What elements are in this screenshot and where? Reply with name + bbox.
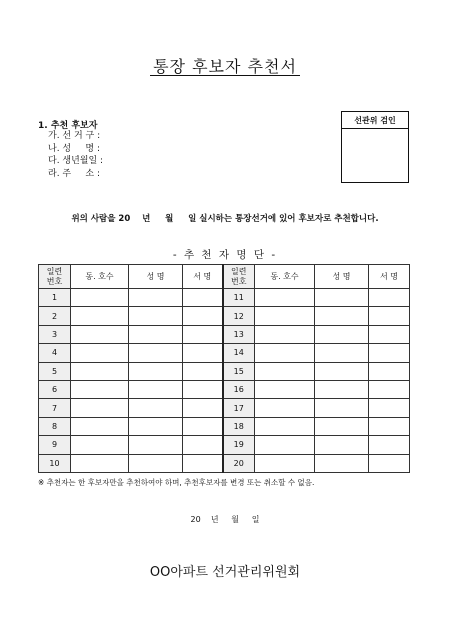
blank-entry-cell	[129, 417, 183, 435]
blank-entry-cell	[369, 380, 410, 398]
table-row	[39, 380, 410, 398]
blank-entry-cell	[183, 436, 223, 454]
blank-entry-cell	[183, 454, 223, 472]
blank-entry-cell	[183, 417, 223, 435]
serial-number-cell: 15	[223, 362, 255, 380]
blank-entry-cell	[255, 399, 315, 417]
blank-entry-cell	[129, 307, 183, 325]
blank-entry-cell	[71, 417, 129, 435]
serial-number-cell: 16	[223, 380, 255, 398]
blank-entry-cell	[255, 380, 315, 398]
roster-header-cell: 서 명	[183, 265, 223, 289]
roster-header-cell: 일련 번호	[39, 265, 71, 289]
blank-entry-cell	[315, 325, 369, 343]
blank-entry-cell	[369, 417, 410, 435]
blank-entry-cell	[129, 380, 183, 398]
candidate-field-list	[48, 130, 103, 180]
blank-entry-cell	[255, 289, 315, 307]
blank-entry-cell	[183, 362, 223, 380]
serial-number-cell: 14	[223, 344, 255, 362]
blank-entry-cell	[71, 344, 129, 362]
serial-number-cell: 10	[39, 454, 71, 472]
committee-name: OO아파트 선거관리위원회	[149, 565, 301, 580]
blank-entry-cell	[315, 289, 369, 307]
serial-number-cell: 19	[223, 436, 255, 454]
serial-number-cell: 11	[223, 289, 255, 307]
serial-number-cell: 20	[223, 454, 255, 472]
blank-entry-cell	[315, 380, 369, 398]
table-row	[39, 307, 410, 325]
inspection-seal-box	[341, 111, 409, 183]
field-name: 나. 성 명 :	[48, 143, 101, 154]
table-row	[39, 344, 410, 362]
roster-header-cell: 동. 호수	[255, 265, 315, 289]
blank-entry-cell	[71, 380, 129, 398]
blank-entry-cell	[315, 362, 369, 380]
blank-entry-cell	[71, 362, 129, 380]
blank-entry-cell	[183, 380, 223, 398]
serial-number-cell: 7	[39, 399, 71, 417]
field-address: 라. 주 소 :	[48, 168, 101, 179]
table-row	[39, 362, 410, 380]
blank-entry-cell	[129, 436, 183, 454]
table-row	[39, 417, 410, 435]
blank-entry-cell	[255, 417, 315, 435]
blank-entry-cell	[183, 399, 223, 417]
blank-entry-cell	[369, 436, 410, 454]
document-title: 통장 후보자 추천서	[153, 57, 297, 76]
roster-header-cell: 서 명	[369, 265, 410, 289]
blank-entry-cell	[255, 344, 315, 362]
roster-note: ※ 추천자는 한 후보자만을 추천하여야 하며, 추천후보자를 변경 또는 취소할 수 없음.	[38, 478, 315, 487]
blank-entry-cell	[369, 344, 410, 362]
blank-entry-cell	[71, 289, 129, 307]
blank-entry-cell	[71, 454, 129, 472]
recommendation-statement: 위의 사람을 20 년 월 일 실시하는 통장선거에 있어 후보자로 추천합니다.	[71, 214, 379, 224]
blank-entry-cell	[183, 307, 223, 325]
serial-number-cell: 8	[39, 417, 71, 435]
blank-entry-cell	[315, 399, 369, 417]
roster-header-cell: 성 명	[315, 265, 369, 289]
blank-entry-cell	[183, 289, 223, 307]
blank-entry-cell	[71, 325, 129, 343]
blank-entry-cell	[71, 307, 129, 325]
blank-entry-cell	[369, 289, 410, 307]
blank-entry-cell	[369, 307, 410, 325]
field-birthdate: 다. 생년월일 :	[48, 156, 104, 166]
roster-header-row	[39, 265, 410, 289]
blank-entry-cell	[315, 307, 369, 325]
blank-entry-cell	[369, 362, 410, 380]
blank-entry-cell	[129, 454, 183, 472]
table-row	[39, 289, 410, 307]
table-row	[39, 436, 410, 454]
blank-entry-cell	[71, 399, 129, 417]
blank-entry-cell	[129, 399, 183, 417]
table-row	[39, 454, 410, 472]
roster-title: - 추 천 자 명 단 -	[172, 249, 278, 261]
seal-box-label: 선관위 검인	[342, 112, 408, 129]
blank-entry-cell	[315, 344, 369, 362]
table-row	[39, 399, 410, 417]
blank-entry-cell	[255, 307, 315, 325]
blank-entry-cell	[255, 325, 315, 343]
blank-entry-cell	[129, 344, 183, 362]
blank-entry-cell	[369, 454, 410, 472]
blank-entry-cell	[71, 436, 129, 454]
roster-header-cell: 일련 번호	[223, 265, 255, 289]
serial-number-cell: 1	[39, 289, 71, 307]
serial-number-cell: 18	[223, 417, 255, 435]
blank-entry-cell	[255, 454, 315, 472]
roster-header-cell: 동. 호수	[71, 265, 129, 289]
roster-body	[39, 289, 410, 473]
blank-entry-cell	[315, 454, 369, 472]
blank-entry-cell	[129, 362, 183, 380]
blank-entry-cell	[315, 436, 369, 454]
serial-number-cell: 2	[39, 307, 71, 325]
blank-entry-cell	[183, 325, 223, 343]
blank-entry-cell	[369, 325, 410, 343]
title-underline	[150, 75, 300, 76]
serial-number-cell: 17	[223, 399, 255, 417]
serial-number-cell: 6	[39, 380, 71, 398]
candidate-section-heading: 1. 추천 후보자	[38, 121, 98, 131]
serial-number-cell: 3	[39, 325, 71, 343]
recommender-roster-table	[38, 264, 410, 473]
blank-entry-cell	[183, 344, 223, 362]
date-line: 20 년 월 일	[190, 515, 260, 524]
blank-entry-cell	[369, 399, 410, 417]
blank-entry-cell	[315, 417, 369, 435]
blank-entry-cell	[255, 436, 315, 454]
blank-entry-cell	[129, 289, 183, 307]
serial-number-cell: 9	[39, 436, 71, 454]
serial-number-cell: 13	[223, 325, 255, 343]
field-constituency: 가. 선 거 구 :	[48, 131, 101, 141]
serial-number-cell: 4	[39, 344, 71, 362]
serial-number-cell: 5	[39, 362, 71, 380]
blank-entry-cell	[129, 325, 183, 343]
blank-entry-cell	[255, 362, 315, 380]
serial-number-cell: 12	[223, 307, 255, 325]
roster-header-cell: 성 명	[129, 265, 183, 289]
table-row	[39, 325, 410, 343]
